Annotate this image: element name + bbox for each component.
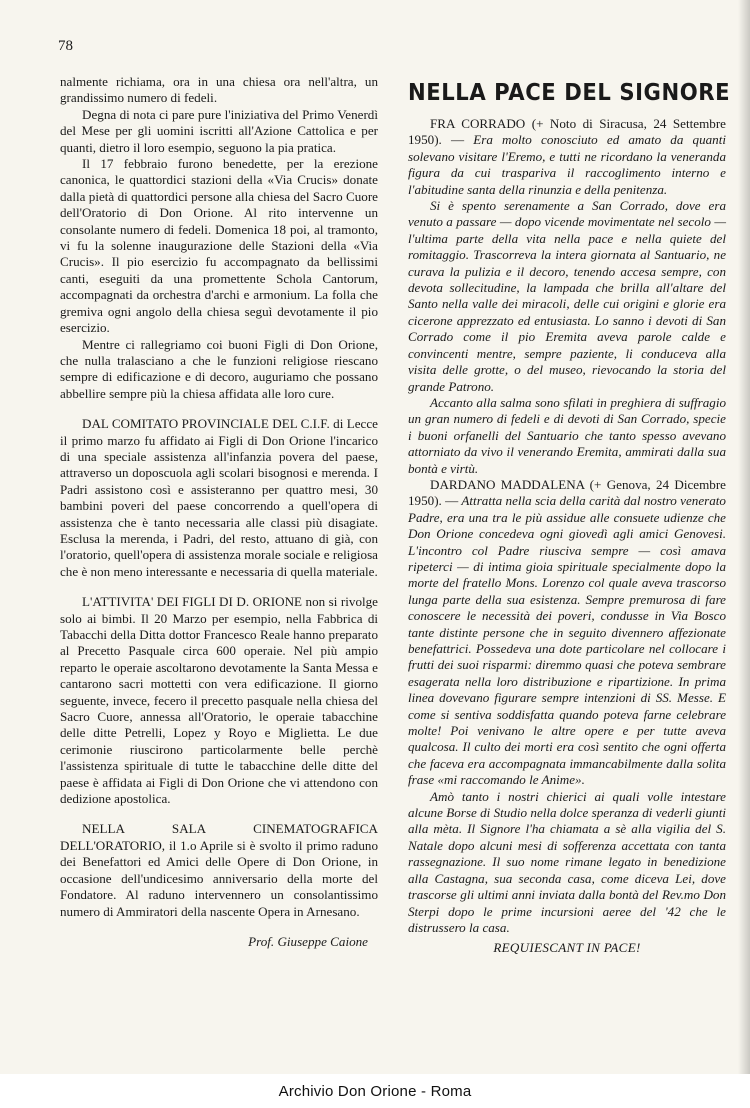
section-sala-cinematografica: NELLA SALA CINEMATOGRAFICA DELL'ORATORIO, il 1.o Aprile si è svolto il primo raduno dei Benefattori ed Amici delle Opere di Don Orione, in occasione dell'undicesimo anniversario della morte del Fondatore. Al raduno intervennero un consolantissimo numero di Ammiratori della nascente Opera in Arnesano. (60, 821, 378, 919)
obituary-dardano-maddalena (408, 477, 726, 789)
obituary-paragraph: Accanto alla salma sono sfilati in preghiera di suffragio un gran numero di fedeli e di devoti di San Corrado, specie i buoni orfanelli del Santuario che tanto spesso avevano attorniato da vivo il venerando Eremita, ammirati dalla sua bontà e virtù. (408, 394, 726, 476)
obituary-paragraph: Amò tanto i nostri chierici ai quali volle intestare alcune Borse di Studio nella dolce speranza di vederli giunti alla mèta. Il Signore l'ha chiamata a sè alla vigilia del S. Natale dopo alcuni mesi di sofferenza accettata con tanta rassegnazione. Il suo nome rimane legato in benedizione alla Castagna, sua seconda casa, come diceva Lei, dove trascorse gli ultimi anni inviata dalla bontà del Rev.mo Don Sterpi dopo le prime incursioni aeree del '42 che le distrussero la casa. (408, 788, 726, 935)
obituary-lead: FRA CORRADO (+ Noto di Siracusa, 24 Settembre 1950). — (408, 116, 726, 148)
author-signature: Prof. Giuseppe Caione (248, 933, 368, 949)
paragraph: Mentre ci rallegriamo coi buoni Figli di Don Orione, che nulla tralasciano a che le funzioni religiose riescano sempre di edificazione e di decoro, auguriamo che possano abbellire sempre più la chiesa affidata alle loro cure. (60, 336, 378, 401)
archive-watermark: Archivio Don Orione - Roma (278, 1082, 472, 1100)
section-title: NELLA PACE DEL SIGNORE (408, 80, 731, 106)
obituary-text: Attratta nella scia della carità dal nostro venerato Padre, era una tra le più assidue alle consuete udienze che Don Orione concedeva ogni giovedì agli amici Genovesi. L'incontro col Padre riusciva sempre — così amava ripeterci — di intima gioia spirituale specialmente dopo la morte del fratello Mons. Lorenzo col quale aveva trascorso lunga parte della sua esistenza. Sempre premurosa di fare conoscere le necessità dei poveri, condusse in Via Bosco tante distinte persone che in seguito divennero affezionate benefattrici. Possedeva una dote particolare nel collocare i frutti dei suoi risparmi: diremmo quasi che poteva sembrare esagerata nella loro distribuzione e ripartizione. In prima linea dovevano figurare sempre intenzioni di SS. Messe. E come si sentiva soddisfatta quando poteva farne celebrare molte! Poi venivano le altre opere e per tutte aveva qualcosa. Il culto dei morti era così sentito che ogni offerta che faceva era accompagnata immancabilmente dalla solita frase «mi raccomando le Anime». (408, 493, 726, 788)
left-column (60, 74, 378, 950)
obituary-paragraph: Si è spento serenamente a San Corrado, dove era venuto a passare — dopo vicende movimentate nel secolo — l'ultima parte della vita nella pace e nella quiete del romitaggio. Trascorreva la intera giornata al Santuario, ne curava la pulizia e il decoro, tenendo accesa sempre, con devota sollecitudine, la lampada che brilla all'altare del Santo nella valle dei miracoli, delle cui origini e glorie era cicerone apprezzato ed entusiasta. Lo sanno i devoti di San Corrado come il pio Eremita aveva parole calde e convincenti mentre, sempre paziente, li conduceva alla visita delle grotte, o del museo, rievocando la storia del grande Patrono. (408, 198, 726, 394)
page-number: 78 (58, 38, 73, 54)
obituary-fra-corrado (408, 116, 726, 198)
page-edge-shadow (738, 0, 750, 1074)
paragraph: Il 17 febbraio furono benedette, per la erezione canonica, le quattordici stazioni della «Via Crucis» donate dalla pietà di quattordici persone alla chiesa del Sacro Cuore dell'Oratorio di Don Orione. Al rito intervenne un consolante numero di fedeli. Domenica 18 poi, al tramonto, vi fu la solenne inaugurazione delle Stazioni della «Via Crucis». Il pio esercizio fu accompagnato da bellissimi canti, eseguiti da una promettente Schola Cantorum, accompagnati da orchestra d'archi e armonium. La folla che gremiva ogni angolo della chiesa seguì devotamente il pio esercizio. (60, 156, 378, 336)
archive-watermark-bar (0, 1074, 750, 1108)
obituary-lead: DARDANO MADDALENA (+ Genova, 24 Dicembre 1950). — (408, 476, 726, 509)
obituary-text: Era molto conosciuto ed amato da quanti solevano visitare l'Eremo, e tutti ne ricordano la veneranda figura da cui traspariva il raccoglimento interno e l'abitudine santa della rinunzia e della penitenza. (408, 132, 726, 197)
paragraph: Degna di nota ci pare pure l'iniziativa del Primo Venerdì del Mese per gli uomini iscritti all'Azione Cattolica e per quanti, dietro il loro esempio, seguono la pia pratica. (60, 106, 378, 155)
section-attivita: L'ATTIVITA' DEI FIGLI DI D. ORIONE non si rivolge solo ai bimbi. Il 20 Marzo per esempio, nella Fabbrica di Tabacchi della Ditta dottor Francesco Reale hanno preparato al Precetto Pasquale circa 600 operaie. Nel più ampio reparto le operaie ascoltarono devotamente la Santa Messa e cantarono sacri mottetti con vera edificazione. Il giorno seguente, invece, fecero il precetto pasquale nella chiesa del Sacro Cuore, annessa all'Oratorio, le operaie tabacchine delle ditte Petrelli, Lopez y Royo e Miglietta. Le due cerimonie riuscirono particolarmente belle perchè l'assistenza spirituale di tutte le tabacchine delle ditte del paese è affidata ai Figli di Don Orione che vi attendono con dedizione apostolica. (60, 594, 378, 807)
section-comitato: DAL COMITATO PROVINCIALE DEL C.I.F. di Lecce il primo marzo fu affidato ai Figli di Don Orione l'incarico di una speciale assistenza all'infanzia povera del paese, attraverso un doposcuola agli scolari bisognosi e merenda. I Padri assistono così e assisteranno per quattro mesi, 30 bambini poveri del paese concorrendo a quell'opera di assistenza che è tanto necessaria alle classi più disagiate. Esclusa la merenda, i Padri, del resto, attuano di già, con l'oratorio, quell'opera di assistenza morale sociale e religiosa che è non meno interessante e necessaria di quella materiale. (60, 416, 378, 579)
paragraph: nalmente richiama, ora in una chiesa ora nell'altra, un grandissimo numero di fedeli. (60, 74, 378, 106)
closing-line: REQUIESCANT IN PACE! (493, 940, 641, 956)
right-column (408, 80, 731, 957)
